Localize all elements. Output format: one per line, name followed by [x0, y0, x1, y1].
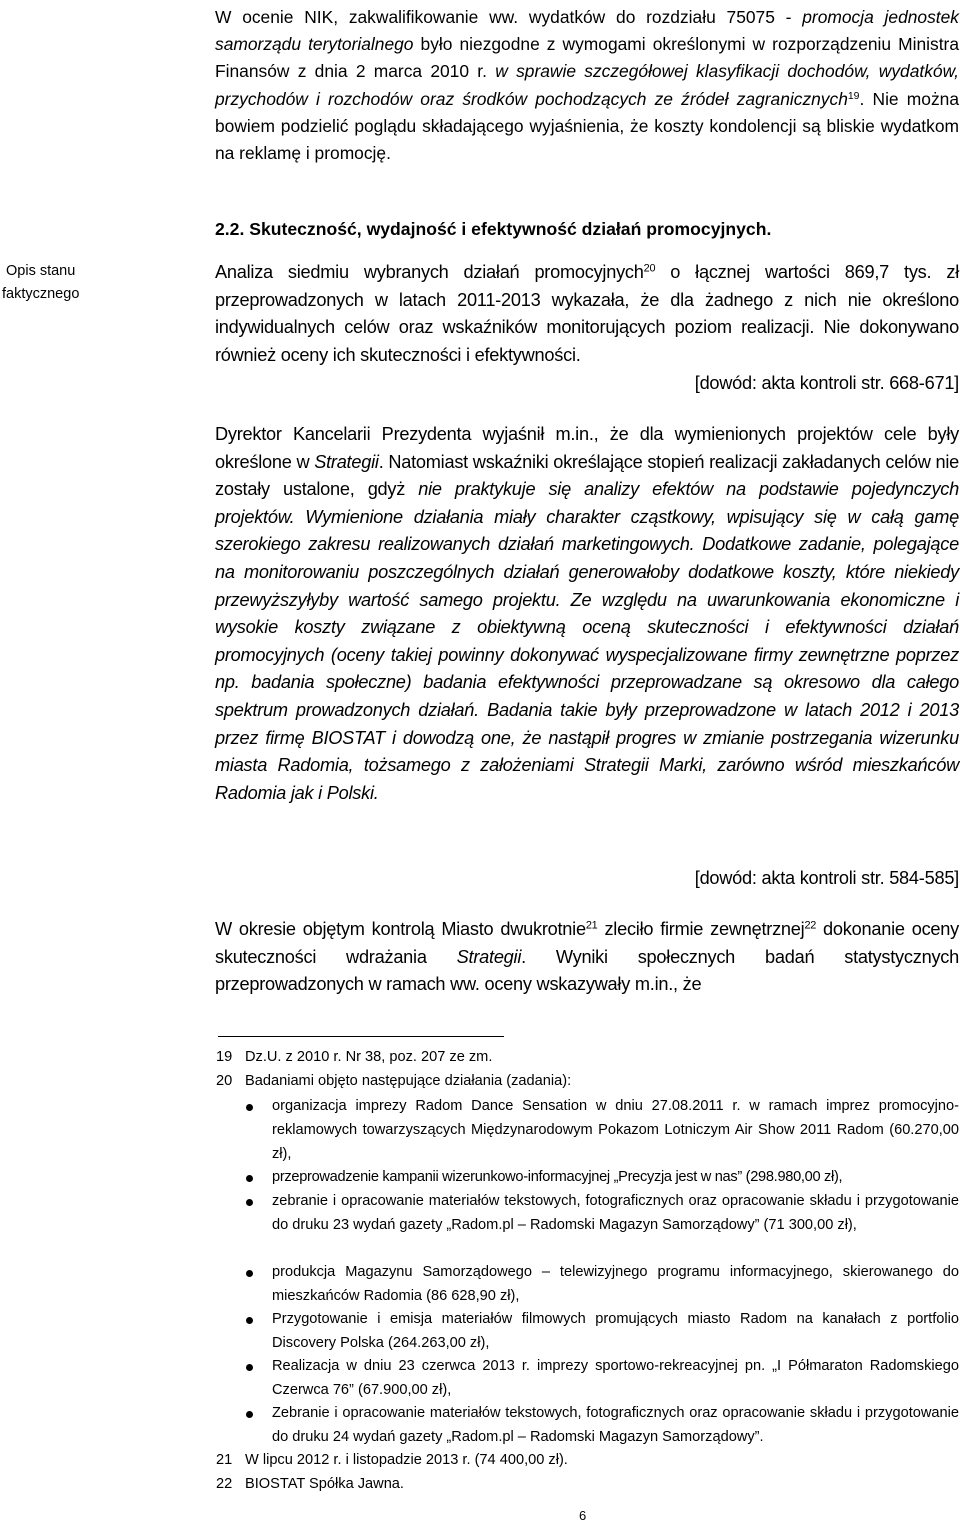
footnote-21: 21 W lipcu 2012 r. i listopadzie 2013 r. (74 400,00 zł).: [216, 1452, 568, 1468]
bullet-icon: [246, 1364, 253, 1371]
footnote-19: 19 Dz.U. z 2010 r. Nr 38, poz. 207 ze zm.: [216, 1049, 493, 1065]
analysis-paragraph: Analiza siedmiu wybranych działań promocyjnych$^{20}$ o łącznej wartości 869,7 tys. zł przeprowadzonych w latach 2011-2013 wykazała, że dla żadnego z nich nie określono indywidualnych celów oraz wskaźników monitorujących poziom realizacji. Nie dokonywano również oceny ich skuteczności i efektywności.: [215, 262, 959, 365]
footnote-bullet: Realizacja w dniu 23 czerwca 2013 r. imprezy sportowo-rekreacyjnej pn. „I Półmaraton Radomskiego Czerwca 76” (67.900,00 zł),: [246, 1355, 959, 1403]
footnote-bullet: zebranie i opracowanie materiałów tekstowych, fotograficznych oraz opracowanie składu i przygotowanie do druku 23 wydań gazety „Radom.pl – Radomski Magazyn Samorządowy” (71 300,00 zł),: [246, 1190, 959, 1238]
footnote-22: 22 BIOSTAT Spółka Jawna.: [216, 1476, 404, 1492]
footnote-bullet: organizacja imprezy Radom Dance Sensation w dniu 27.08.2011 r. w ramach imprez promocyjno-reklamowych towarzyszących Międzynarodowym Pokazom Lotniczym Air Show 2011 Radom (60.270,00 zł),: [246, 1095, 959, 1166]
footnote-20: 20 Badaniami objęto następujące działania (zadania):: [216, 1073, 572, 1089]
footnote-ref-22[interactable]: 22: [804, 919, 817, 932]
footnote-bullet: produkcja Magazynu Samorządowego – telewizyjnego programu informacyjnego, skierowanego do mieszkańców Radomia (86 628,90 zł),: [246, 1261, 959, 1309]
director-explanation-paragraph: Dyrektor Kancelarii Prezydenta wyjaśnił m.in., że dla wymienionych projektów cele były określone w Strategii. Natomiast wskaźniki określające stopień realizacji zakładanych celów nie zostały ustalone, gdyż nie praktykuje się analizy efektów na podstawie pojedynczych projektów. Wymienione działania miały charakter cząstkowy, wpisujący się w całą gamę szerokiego zakresu realizowanych działań marketingowych. Dodatkowe zadanie, polegające na monitorowaniu poszczególnych działań generowałoby dodatkowe koszty, które niekiedy przewyższyłyby wartość samego projektu. Ze względu na uwarunkowania ekonomiczne i wysokie koszty związane z obiektywną oceną skuteczności i efektywności działań promocyjnych (oceny takiej powinny dokonywać wyspecjalizowane firmy zewnętrzne poprzez np. badania społeczne) badania efektywności przeprowadzane są okresowo dla całego spektrum prowadzonych działań. Badania takie były przeprowadzone w latach 2012 i 2013 przez firmę BIOSTAT i dowodzą one, że nastąpił progres w zmianie postrzegania wizerunku miasta Radomia, tożsamego z założeniami Strategii Marki, zarówno wśród mieszkańców Radomia jak i Polski.: [215, 424, 960, 803]
footnote-bullet: Przygotowanie i emisja materiałów filmowych promujących miasto Radom na kanałach z portfolio Discovery Polska (264.263,00 zł),: [246, 1308, 959, 1356]
assessment-paragraph: W okresie objętym kontrolą Miasto dwukrotnie$^{21}$ zleciło firmie zewnętrznej$^{22}$ dokonanie oceny skuteczności wdrażania Strategii. Wyniki społecznych badań statystycznych przeprowadzonych w ramach ww. oceny wskazywały m.in., że: [215, 919, 960, 994]
footnote-separator: [218, 1036, 504, 1037]
bullet-icon: [246, 1199, 253, 1206]
page-number: 6: [579, 1508, 587, 1523]
evidence-reference: [dowód: akta kontroli str. 584-585]: [694, 868, 959, 888]
section-heading: 2.2. Skuteczność, wydajność i efektywność działań promocyjnych.: [215, 219, 772, 239]
bullet-icon: [246, 1270, 253, 1277]
evidence-reference: [dowód: akta kontroli str. 668-671]: [694, 373, 959, 393]
bullet-icon: [246, 1175, 253, 1182]
bullet-icon: [246, 1104, 253, 1111]
bullet-icon: [246, 1317, 253, 1324]
footnote-ref-21[interactable]: 21: [585, 919, 598, 932]
footnote-ref-19[interactable]: 19: [847, 90, 860, 102]
footnote-bullet: Zebranie i opracowanie materiałów tekstowych, fotograficznych oraz opracowanie składu i przygotowanie do druku 24 wydań gazety „Radom.pl – Radomski Magazyn Samorządowy”.: [246, 1402, 959, 1450]
bullet-icon: [246, 1411, 253, 1418]
footnote-bullet: przeprowadzenie kampanii wizerunkowo-informacyjnej „Precyzja jest w nas” (298.980,00 zł),: [246, 1166, 959, 1190]
side-label: Opis stanu faktycznego: [2, 263, 80, 302]
footnote-ref-20[interactable]: 20: [643, 262, 656, 275]
intro-paragraph: W ocenie NIK, zakwalifikowanie ww. wydatków do rozdziału 75075 - promocja jednostek samorządu terytorialnego było niezgodne z wymogami określonymi w rozporządzeniu Ministra Finansów z dnia 2 marca 2010 r. w sprawie szczegółowej klasyfikacji dochodów, wydatków, przychodów i rozchodów oraz środków pochodzących ze źródeł zagranicznych$^{19}$. Nie można bowiem podzielić poglądu składającego wyjaśnienia, że koszty kondolencji są bliskie wydatkom na reklamę i promocję.: [215, 7, 960, 164]
